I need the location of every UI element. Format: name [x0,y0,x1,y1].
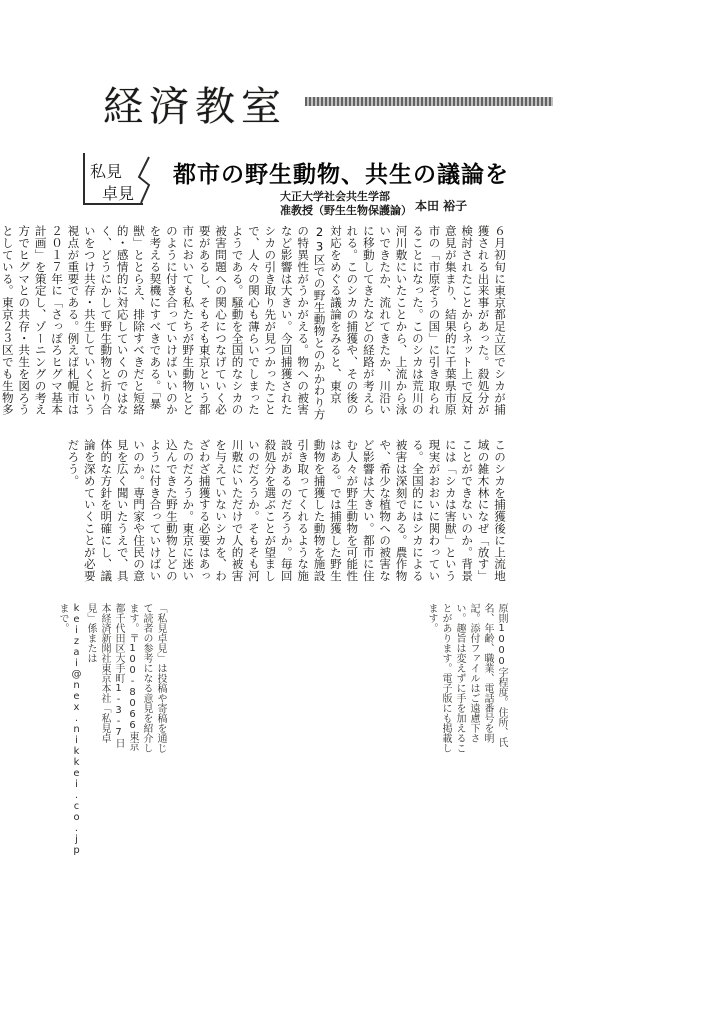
column-tag-line2: 卓見 [102,184,135,203]
section-title-rule [305,97,553,106]
author-name: 本田 裕子 [415,199,468,213]
author-affiliation [280,190,412,218]
affiliation-line-1: 大正大学社会共生学部 [280,190,390,203]
newspaper-clipping [0,55,555,856]
affiliation-line-2: 准教授（野生生物保護論） [280,204,412,217]
column-tag-line1: 私見 [90,162,123,181]
submission-note: 「私見卓見」は投稿や寄稿を通じて読者の参考になる意見を紹介します。〒100-8066東京都千代田区大手町1-3-7日本経済新聞社東京本社「私見卓見」係またはkeizai@nex.nikkei.co.jpまで。 [57,603,166,856]
article-body-lower: このシカを捕獲後に上流地域の雑木林になぜ「放す」ことができないのか。背景には「シカは害獣」という現実がおおいに関わっている。全国的にはシカによる被害は深刻である。農作物や、希少な植物への被害など影響は大きい。都市に住む人々が野生動物を可能性はある。では捕獲した野生動物を捕獲した動物を施設引き取ってくれるような施設があるのだろうか。毎回殺処分を選ぶことが望ましいのだろうか。そもそも河川敷にいただけで人的被害を与えていないシカを、わざわざ捕獲する必要はあったのだろうか。東京に迷い込んできた野生動物とどのように付き合っていけばいいのか。専門家や住民の意見を広く聞いたうえで、具体的な方針を明確にし、議論を深めていくことが必要だろう。 [66,439,507,582]
column-tag-zigzag [135,155,155,205]
article-body-upper: ６月初旬に東京都足立区でシカが捕獲される出来事があった。殺処分が検討されたことからネット上で反対意見が集まり、結果的に千葉県市原市の「市原ぞうの国」に引き取られることになった。このシカは荒川の河川敷にいたことから、上流から泳いできたか、流れてきたか、川沿いに移動してきたなどの経路が考えられる。このシカの捕獲や、その後の対応をめぐる議論をみると、東京23区での野生動物とのかかわり方の特異性がうかがえる。物への被害など影響は大きい。今回捕獲されたシカの引き取り先が見つかったことで、人々の関心も薄らいでしまったようである。騒動を全国的なシカの被害問題への関心につなげていく必要があるし、そもそも東京という都市においても私たちが野生動物とどのように付き合っていけばいいのかを考える契機にすべきである。「暴獣」ととらえ、排除すべきだと短絡的・感情的に対応していくのではなく、どうにかして野生動物と折り合いをつけ共存・共生していくという視点が重要である。例えば札幌市は２０１７年に「さっぽろヒグマ基本計画」を策定し、ゾーニングの考え方でヒグマとの共存・共生を図ろうとしている。東京２３区でも生物多 [0,225,507,421]
section-title: 経済教室 [103,84,287,130]
article-headline: 都市の野生動物、共生の議論を [173,162,509,188]
submission-guidelines: 原則1000字程度。住所、氏名、年齢、職業、電話番号を明記。添付ファイルはご遠慮下さい。趣旨は変えずに手を加えることがあります。電子版にも掲載します。 [426,603,507,753]
